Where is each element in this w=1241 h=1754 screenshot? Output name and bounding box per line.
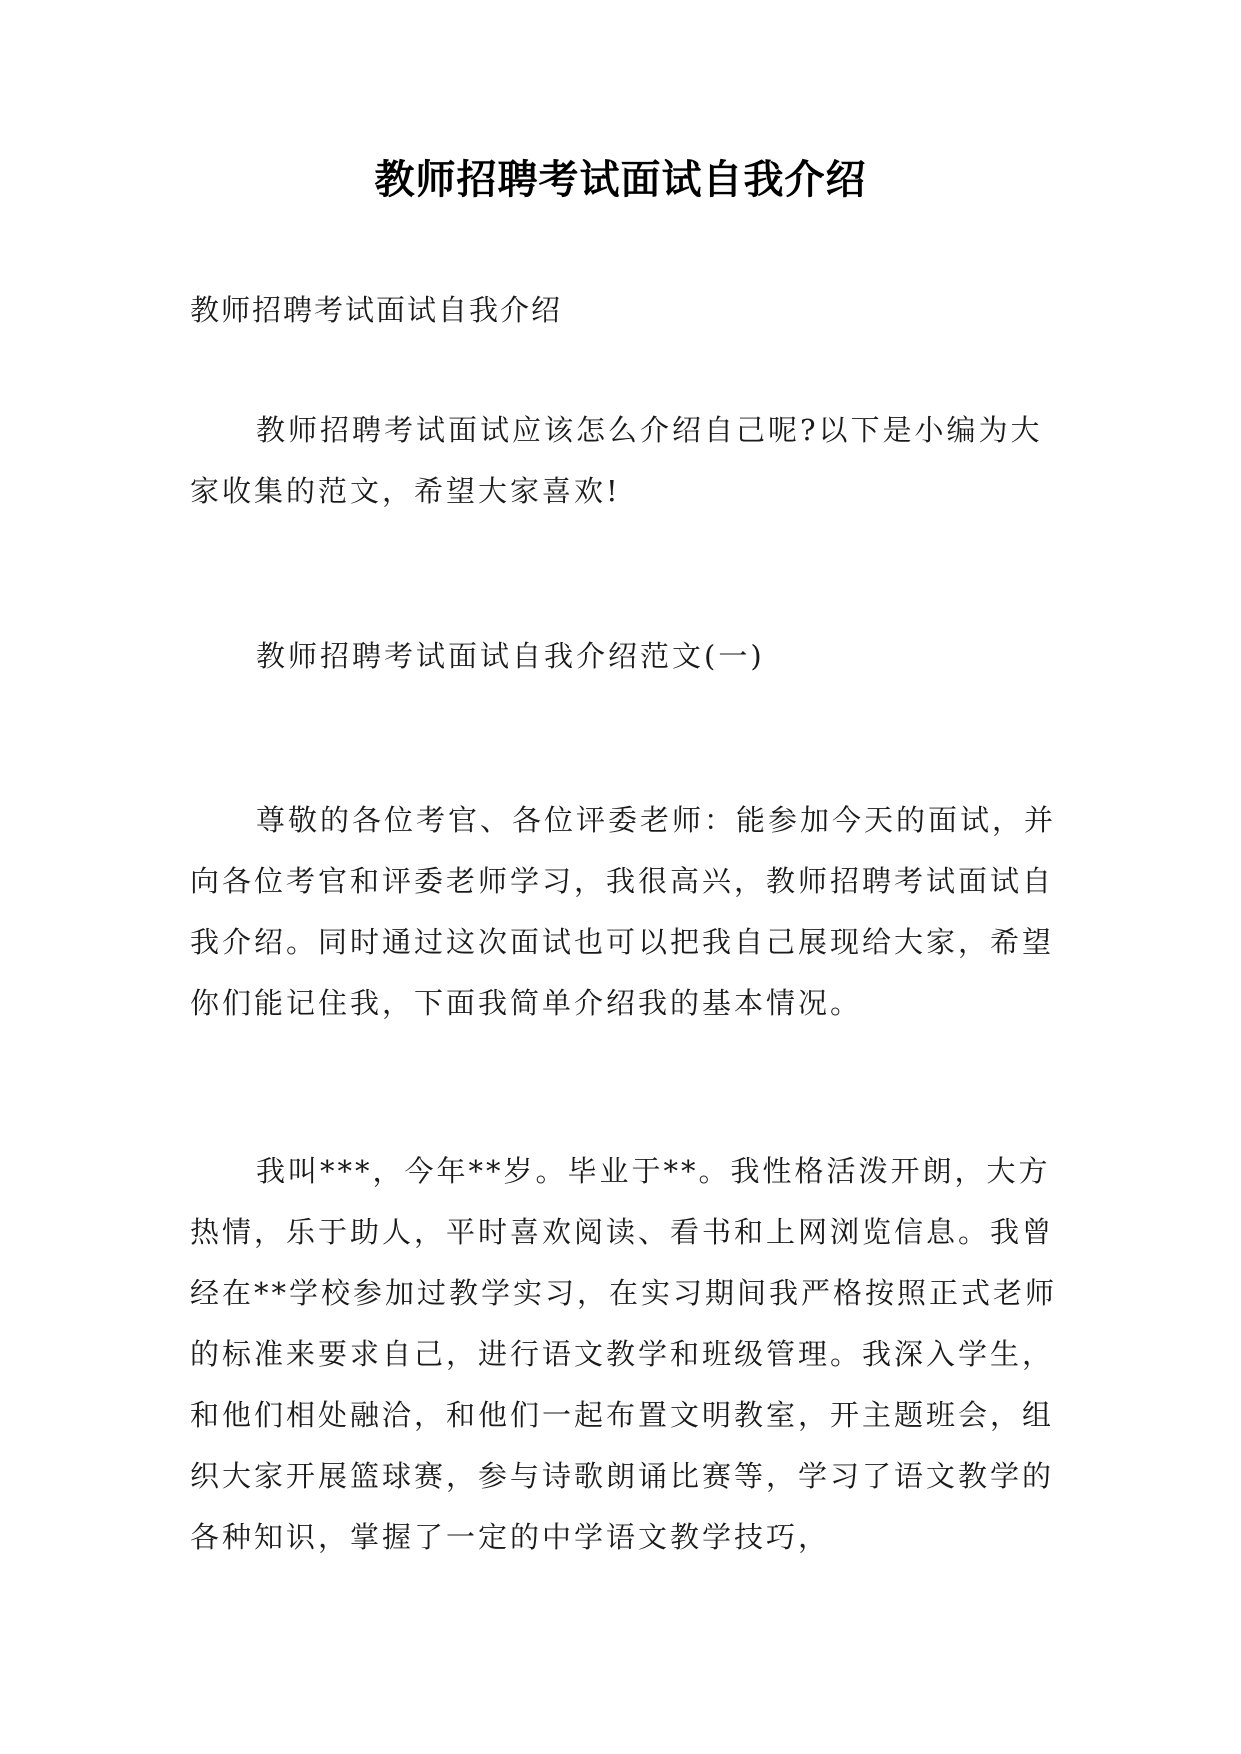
- document-subtitle: 教师招聘考试面试自我介绍: [190, 293, 563, 327]
- intro-paragraph: 教师招聘考试面试应该怎么介绍自己呢?以下是小编为大家收集的范文，希望大家喜欢!: [190, 413, 1043, 508]
- document-title: 教师招聘考试面试自我介绍: [374, 156, 867, 203]
- body-paragraph: 我叫***，今年**岁。毕业于**。我性格活泼开朗，大方热情，乐于助人，平时喜欢阅读、看书和上网浏览信息。我曾经在**学校参加过教学实习，在实习期间我严格按照正式老师的标准来要求自己，进行语文教学和班级管理。我深入学生，和他们相处融洽，和他们一起布置文明教室，开主题班会，组织大家开展篮球赛，参与诗歌朗诵比赛等，学习了语文教学的各种知识，掌握了一定的中学语文教学技巧，: [190, 1154, 1058, 1554]
- greeting-paragraph: 尊敬的各位考官、各位评委老师：能参加今天的面试，并向各位考官和评委老师学习，我很高兴，教师招聘考试面试自我介绍。同时通过这次面试也可以把我自己展现给大家，希望你们能记住我，下面我简单介绍我的基本情况。: [190, 803, 1057, 1020]
- section-heading: 教师招聘考试面试自我介绍范文(一): [256, 639, 765, 673]
